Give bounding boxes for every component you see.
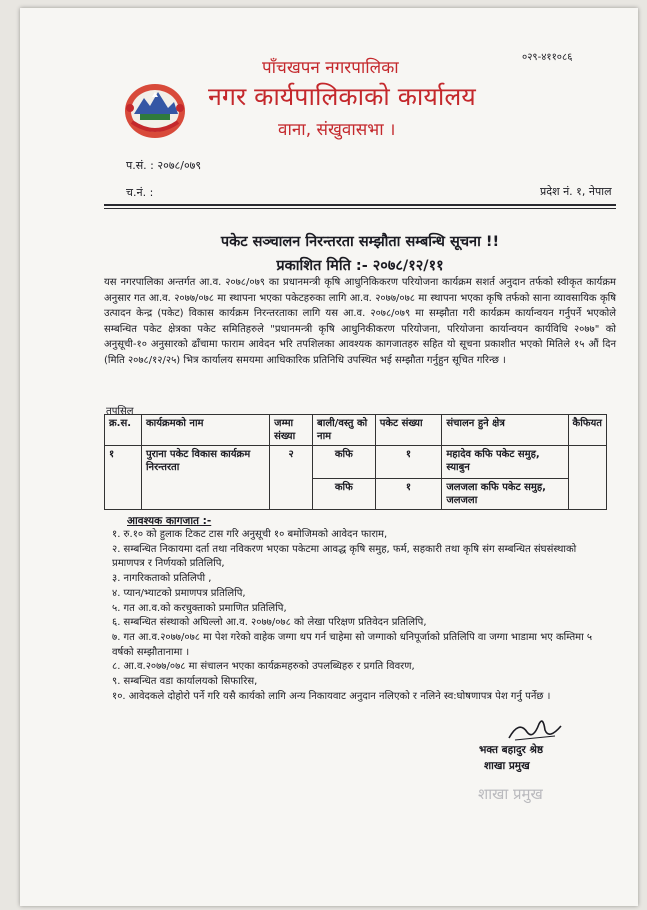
office-address: वाना, संखुवासभा । xyxy=(278,120,396,140)
row-crop: कफि xyxy=(313,479,376,510)
schedule-table xyxy=(104,414,607,510)
table-row xyxy=(105,446,607,479)
row-area: जलजला कफि पकेट समुह, जलजला xyxy=(442,479,568,510)
signer-title: शाखा प्रमुख xyxy=(484,760,530,772)
rubber-stamp: शाखा प्रमुख xyxy=(478,785,543,803)
list-item: ३. नागरिकताको प्रतिलिपी , xyxy=(112,573,212,585)
header-divider xyxy=(104,204,616,206)
list-item: ९. सम्बन्धित वडा कार्यालयको सिफारिस, xyxy=(112,676,258,688)
table-header: संचालन हुने क्षेत्र xyxy=(442,415,568,446)
list-item: ८. आ.व.२०७७/०७८ मा संचालन भएका कार्यक्रमहरुको उपलब्धिहरु र प्रगति विवरण, xyxy=(112,661,415,673)
signer-name: भक्त बहादुर श्रेष्ठ xyxy=(479,744,544,756)
row-crop: कफि xyxy=(313,446,376,479)
table-header: जम्मा संख्या xyxy=(270,415,313,446)
row-serial: १ xyxy=(105,446,142,510)
header-divider-thin xyxy=(104,208,616,209)
list-item: १. रु.१० को हुलाक टिकट टास गरि अनुसूची १० बमोजिमको आवेदन फाराम, xyxy=(112,529,388,540)
table-header: पकेट संख्या xyxy=(375,415,442,446)
notice-body: यस नगरपालिका अन्तर्गत आ.व. २०७८/०७९ का प्रधानमन्त्री कृषि आधुनिकिकरण परियोजना कार्यक्रम सशर्त अनुदान तर्फको स्वीकृत कार्यक्रम अनुसार गत आ.व. २०७७/०७८ मा स्थापना भएका पकेटहरुका लागि आ.व. २०७७/०७८ मा स्थापना भएका कृषि तर्फको साना व्यावसायिक कृषि उत्पादन केन्द्र (पकेट) विकास कार्यक्रम निरन्तरताका लागि यस आ.व. २०७८/०७९ मा सम्झौता गरी कार्यक्रम कार्यान्वयन गर्नुपर्ने भएकोले सम्बन्धित पकेट क्षेत्रका पकेट समितिहरुले "प्रधानमन्त्री कृषि आधुनिकीकरण परियोजना, परियोजना कार्यान्वयन कार्यविधि २०७७" को अनुसूची-१० अनुसारको ढाँचामा फाराम आवेदन भरि तपशिलका आवश्यक कागजातहरु सहित यो सूचना प्रकाशीत भएको मितिले १५ औं दिन (मिति २०७८/१२/२५) भित्र कार्यालय समयमा आधिकारिक प्रतिनिधि उपस्थित भई सम्झौता गर्नुहुन सूचित गरिन्छ । xyxy=(104,277,616,366)
requirements-heading: आवश्यक कागजात :- xyxy=(127,515,212,527)
table-header-row xyxy=(105,415,607,446)
table-header: कैफियत xyxy=(568,415,606,446)
row-total: २ xyxy=(270,446,313,510)
nepal-emblem-logo xyxy=(122,78,188,140)
list-item: २. सम्बन्धित निकायमा दर्ता तथा नविकरण भएका पकेटमा आवद्ध कृषि समुह, फर्म, सहकारी तथा कृषि संग सम्बन्धित संघसंस्थाको प्रमाणपत्र र निर्णयको प्रतिलिपि, xyxy=(112,543,577,570)
row-pockets: १ xyxy=(375,446,442,479)
phone-number: ०२९-४११०८६ xyxy=(522,52,573,63)
reference-number: प.सं. : २०७८/०७९ xyxy=(126,159,202,172)
list-item: ५. गत आ.व.को करचुक्ताको प्रमाणित प्रतिलिपि, xyxy=(112,602,287,614)
row-area: महादेव कफि पकेट समुह, स्याबुन xyxy=(442,446,568,479)
table-header: कार्यक्रमको नाम xyxy=(141,415,269,446)
municipality-name: पाँचखपन नगरपालिका xyxy=(262,58,399,78)
dispatch-number: च.नं. : xyxy=(126,186,154,199)
row-remarks xyxy=(568,446,606,510)
office-name: नगर कार्यपालिकाको कार्यालय xyxy=(208,82,476,111)
row-program: पुराना पकेट विकास कार्यक्रम निरन्तरता xyxy=(141,446,269,510)
list-item: १०. आवेदकले दोहोरो पर्ने गरि यसै कार्यको लागि अन्य निकायवाट अनुदान नलिएको र नलिने स्व:घोषणापत्र पेश गर्नु पर्नेछ । xyxy=(112,690,551,702)
table-header: बाली/वस्तु को नाम xyxy=(313,415,376,446)
schedule-label: तपसिल xyxy=(106,406,134,417)
signature-mark xyxy=(505,714,565,744)
list-item: ७. गत आ.व.२०७७/०७८ मा पेश गरेको वाहेक जग्गा थप गर्न चाहेमा सो जग्गाको धनिपूर्जाको प्रतिलिपि वा जग्गा भाडामा भए कम्तिमा ५ वर्षको सम्झौतानामा । xyxy=(112,631,593,658)
table-header: क्र.स. xyxy=(105,415,142,446)
published-date: प्रकाशित मिति :- २०७८/१२/११ xyxy=(276,258,444,274)
list-item: ६. सम्बन्धित संस्थाको अघिल्लो आ.व. २०७७/०७८ को लेखा परिक्षण प्रतिवेदन प्रतिलिपि, xyxy=(112,617,427,629)
notice-title: पकेट सञ्चालन निरन्तरता सम्झौता सम्बन्धि सूचना !! xyxy=(220,234,500,250)
requirements-list xyxy=(112,528,612,704)
province-label: प्रदेश नं. १, नेपाल xyxy=(540,185,612,198)
row-pockets: १ xyxy=(375,479,442,510)
list-item: ४. प्यान/भ्याटको प्रमाणपत्र प्रतिलिपि, xyxy=(112,587,246,599)
